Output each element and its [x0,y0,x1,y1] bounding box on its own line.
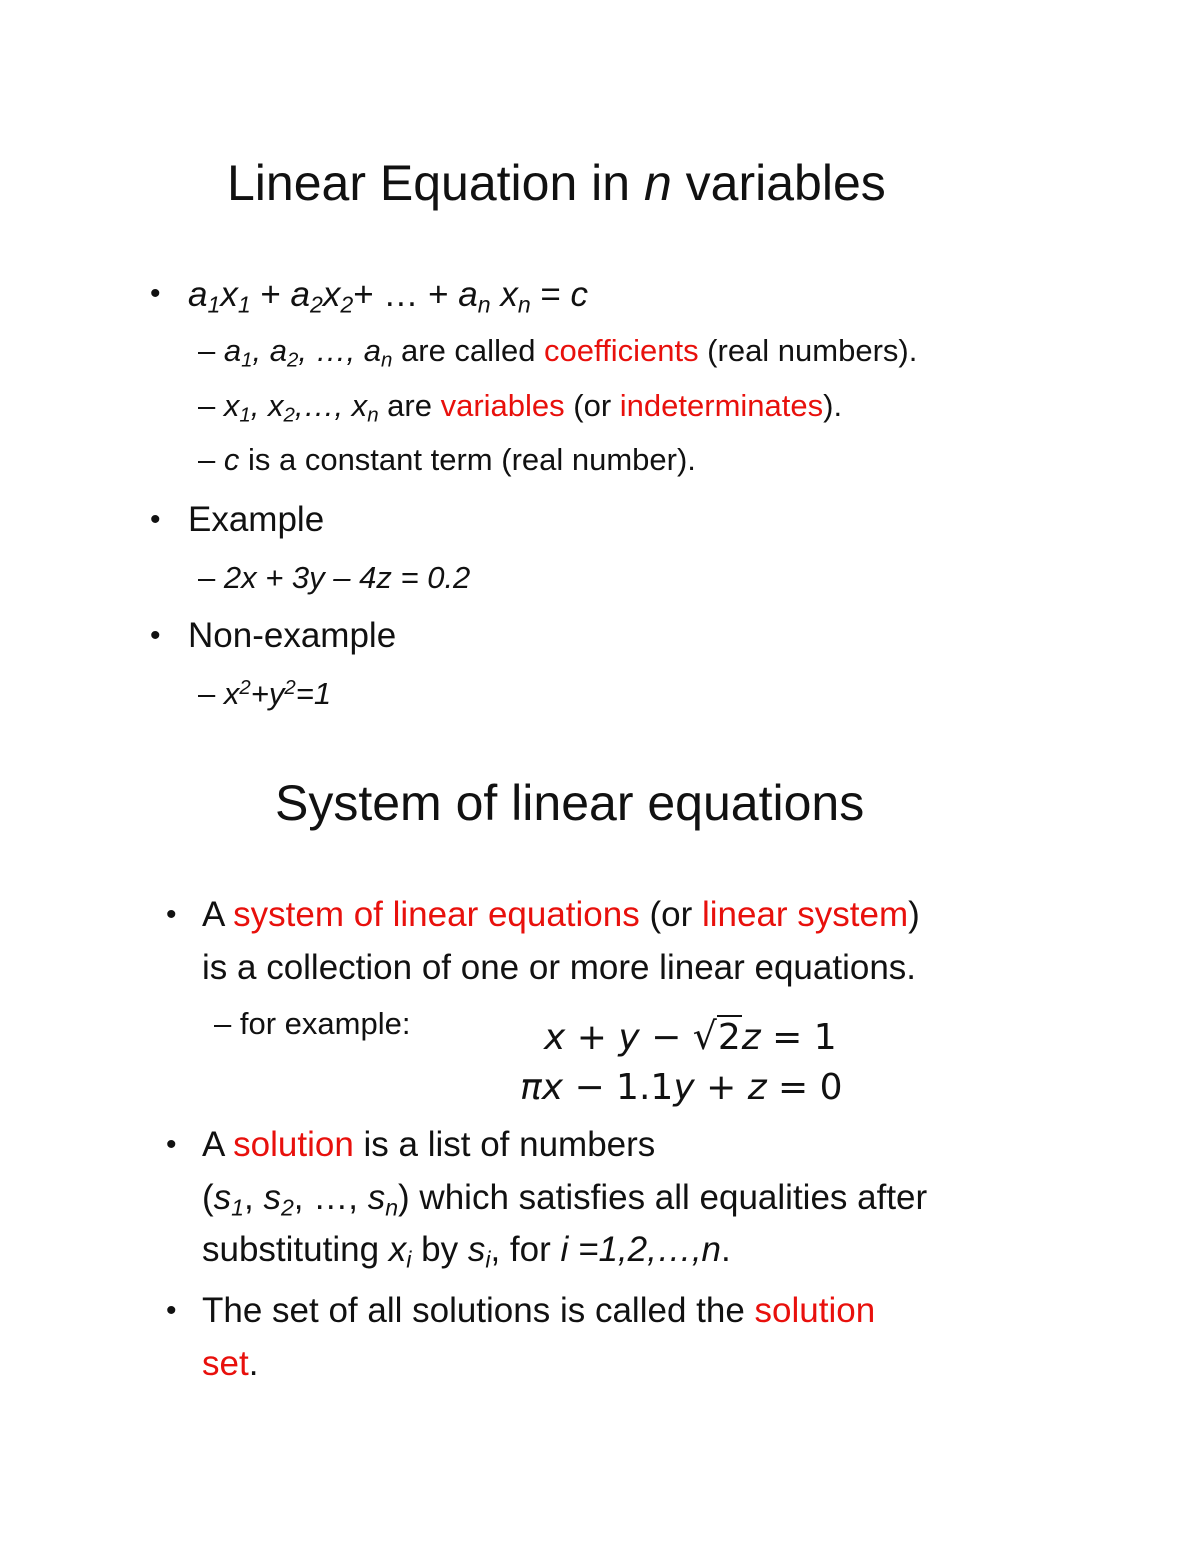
for-example-label: – for example: [214,1006,411,1041]
bullet-dot: • [150,503,161,536]
nonexample-label: Non-example [188,616,397,655]
bullet-dot: • [166,1294,177,1327]
example-label: Example [188,500,325,539]
solution-line2: ($s_1$, $s_2$, …, $s_n$) which satisfies all equalities after [202,1178,928,1221]
bullet-dot: • [150,619,161,652]
coefficients-line: – $a_1$, $a_2$, …, $a_n$ are called coefficients (real numbers). [198,333,918,372]
solution-term: solution [233,1125,354,1164]
general-equation: $a_1x_1 + a_2x_2+$ … + $a_n$ $x_n = c$ [188,275,589,318]
system-equation-1: x + y − √2z = 1 [544,1014,837,1058]
bullet-dot: • [166,1128,177,1161]
example-equation: 2x + 3y – 4z = 0.2 [223,560,471,595]
solution-set-line1: The set of all solutions is called the solution [202,1291,876,1330]
coefficients-term: coefficients [544,333,699,368]
solution-set-term-part2: set [202,1344,249,1383]
constant-line: – c is a constant term (real number). [198,442,696,477]
variables-line: – $x_1$, $x_2,\dots$, $x_n$ are variables (or indeterminates). [198,388,843,427]
indeterminates-term: indeterminates [619,388,824,423]
system-definition-line2: is a collection of one or more linear equations. [202,948,917,987]
bullet-dot: • [150,277,161,310]
system-of-linear-equations-term: system of linear equations [233,895,640,934]
solution-set-term-part1: solution [754,1291,876,1330]
solution-line3: substituting $x_i$ by $s_i$, for i =1,2,…,n. [202,1230,731,1273]
bullet-dot: • [166,898,177,931]
solution-set-line2: set. [202,1344,259,1383]
section1-title: Linear Equation in n variables [227,155,886,211]
section2-title: System of linear equations [275,775,865,831]
linear-system-term: linear system [701,895,909,934]
solution-line1: A solution is a list of numbers [202,1125,656,1164]
example-line: – 2x + 3y – 4z = 0.2 [198,560,471,595]
nonexample-equation: – $x^2+y^2=1$ [198,675,332,711]
system-definition-line1: A system of linear equations (or linear system) [202,895,920,934]
square-root-icon: √2 [692,1014,741,1058]
system-equation-2: πx − 1.1y + z = 0 [520,1067,843,1108]
variables-term: variables [440,388,565,423]
